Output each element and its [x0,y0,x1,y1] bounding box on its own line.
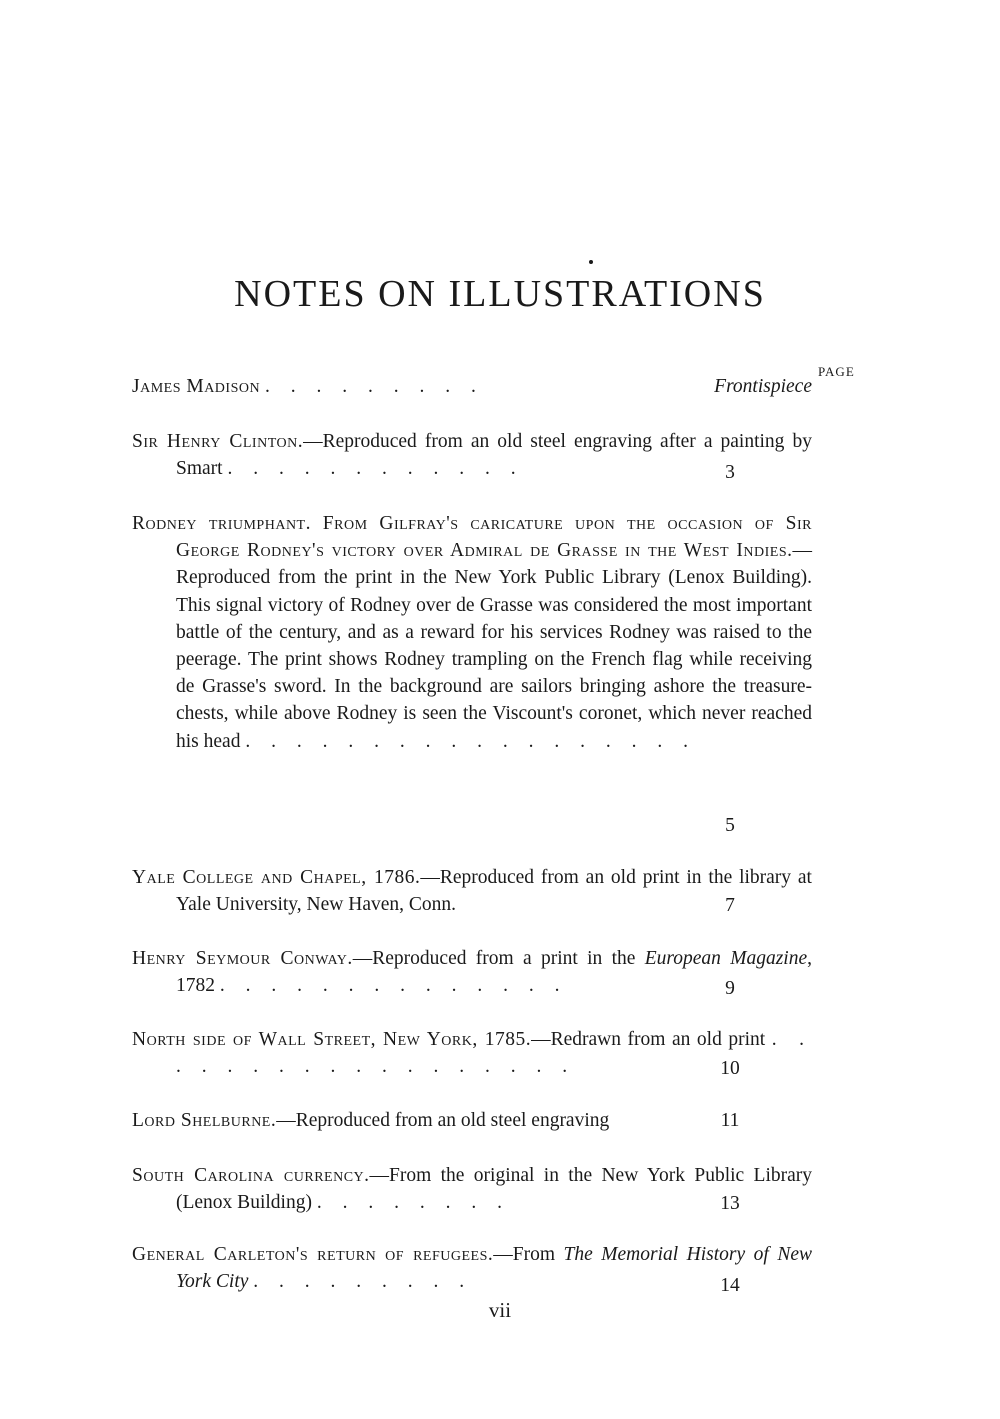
entry-description: —Reproduced from an old steel engraving after a painting by Smart [176,431,812,480]
page-number: 5 [725,815,735,836]
entry-description: —From the original in the New York Public Library (Lenox Building) [176,1165,813,1214]
entry-heading: Henry Seymour Conway. [132,948,353,969]
entry-description: —From [493,1244,564,1265]
entry-date: , 1782 [176,948,812,997]
entry-description: —Reproduced from a print in the [352,948,645,969]
dot-leaders: . . . . . . . . [316,1192,510,1214]
page-number: 3 [725,462,735,483]
dot-leaders: . . . . . . . . . [264,376,484,397]
entry-heading: Rodney triumphant. From Gilfray's caricature upon the occasion of Sir George Rodney's victory over Admiral de Grasse in the West Indies. [132,513,812,562]
page-number: 11 [720,1110,740,1131]
ink-dot [589,260,593,264]
page-number: 7 [725,895,735,916]
entry-heading: North side of Wall Street, New York, 1785. [132,1029,532,1050]
dot-leaders: . . . . . . . . . . . . [227,458,524,480]
dot-leaders: . . . . . . . . . . . . . . . . . . [245,730,696,752]
dot-leaders: . . . . . . . . . . . . . . [219,975,568,997]
entry-heading: James Madison [132,376,261,397]
entry-james-madison [132,373,812,400]
entry-heading: Lord Shelburne. [132,1110,277,1131]
page-number: 13 [720,1193,740,1214]
page-column-label: PAGE [818,364,855,379]
entry-heading: South Carolina currency. [132,1165,370,1186]
dot-leaders: . . . . . . . . . . . . . . . . . . [176,1029,813,1078]
publication-title: European Magazine [644,948,808,969]
dot-leaders: . . . . . . . . . [253,1271,473,1293]
entry-heading: General Carleton's return of refugees. [132,1244,494,1265]
entry-description: —Reproduced from the print in the New York Public Library (Lenox Building). This signal victory of Rodney over de Grasse was considered the most important battle of the century, and as a reward for his services Rodney was raised to the peerage. The print shows Rodney trampling on the French flag while receiving de Grasse's sword. In the background are sailors bringing ashore the treasure-chests, while above Rodney is seen the Viscount's coronet, which never reached his head [176,540,812,752]
entry-description: —Reproduced from an old print in the library at Yale University, New Haven, Conn. [176,867,812,916]
entry-heading: Yale College and Chapel, 1786. [132,867,421,888]
folio-page-number: vii [488,1298,512,1322]
page-number: 10 [720,1058,740,1079]
page-number: 9 [725,978,735,999]
entry-description: —Redrawn from an old print [531,1029,766,1050]
publication-title: The Memorial History of New York City [176,1244,812,1293]
page-title: NOTES ON ILLUSTRATIONS [234,273,766,315]
page-number: 14 [720,1275,740,1296]
entry-description: —Reproduced from an old steel engraving [276,1110,610,1131]
entry-rodney-triumphant [132,510,812,755]
entry-heading: Sir Henry Clinton. [132,431,304,452]
frontispiece-note: Frontispiece [714,376,812,397]
